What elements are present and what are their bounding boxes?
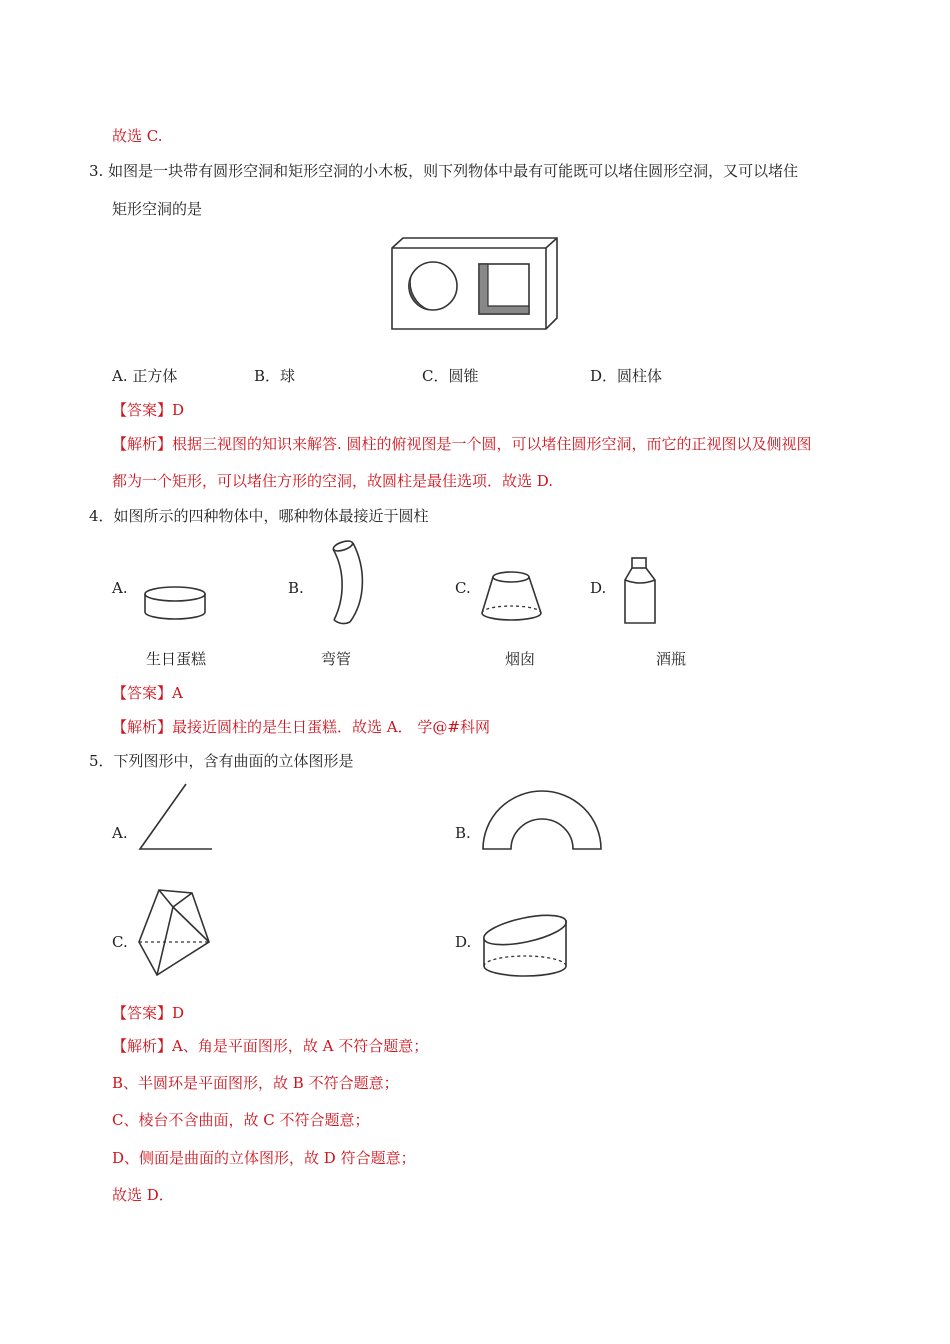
prev-conclusion: 故选 C.: [112, 127, 163, 145]
wooden-board-figure: [389, 236, 559, 331]
q5-analysis-line4: D、侧面是曲面的立体图形，故 D 符合题意；: [112, 1149, 416, 1167]
q5-analysis-line2: B、半圆环是平面图形，故 B 不符合题意；: [112, 1074, 399, 1092]
q4-caption-cake: 生日蛋糕: [146, 650, 207, 668]
q4-letter-c: C.: [455, 579, 471, 597]
semi-annulus-figure: [481, 788, 605, 852]
q4-analysis: 【解析】最接近圆柱的是生日蛋糕．故选 A． 学@#科网: [112, 718, 490, 736]
q3-analysis-line2: 都为一个矩形，可以堵住方形的空洞，故圆柱是最佳选项．故选 D.: [112, 472, 554, 490]
birthday-cake-figure: [144, 584, 208, 624]
q5-stem: 5．下列图形中，含有曲面的立体图形是: [89, 752, 354, 770]
q3-option-a: A. 正方体: [112, 367, 178, 385]
q5-conclusion: 故选 D．: [112, 1186, 174, 1204]
q4-letter-d: D.: [590, 579, 607, 597]
q3-stem-line1: 3. 如图是一块带有圆形空洞和矩形空洞的小木板，则下列物体中最有可能既可以堵住圆形空洞，又可以堵住: [89, 162, 799, 180]
q3-answer: 【答案】D: [112, 401, 185, 419]
q5-answer: 【答案】D: [112, 1004, 185, 1022]
angle-figure: [138, 782, 214, 852]
q3-option-d: D．圆柱体: [590, 367, 663, 385]
q5-letter-b: B.: [455, 824, 471, 842]
bent-pipe-figure: [322, 540, 368, 624]
frustum-figure: [137, 887, 213, 977]
q5-analysis-line3: C、棱台不含曲面，故 C 不符合题意；: [112, 1111, 370, 1129]
q4-caption-chimney: 烟囱: [505, 650, 536, 668]
q5-analysis-line1: 【解析】A、角是平面图形，故 A 不符合题意；: [112, 1037, 429, 1055]
q3-option-b: B．球: [254, 367, 296, 385]
wine-bottle-figure: [622, 556, 658, 626]
slanted-cylinder-figure: [482, 913, 570, 979]
q4-letter-b: B.: [288, 579, 304, 597]
q5-letter-c: C.: [112, 933, 128, 951]
q3-analysis-line1: 【解析】根据三视图的知识来解答. 圆柱的俯视图是一个圆，可以堵住圆形空洞，而它的正视图以及侧视图: [112, 435, 812, 453]
q5-letter-a: A.: [112, 824, 128, 842]
q3-option-c: C．圆锥: [422, 367, 479, 385]
chimney-figure: [479, 571, 545, 623]
q4-answer: 【答案】A: [112, 684, 183, 702]
q4-caption-bottle: 酒瓶: [656, 650, 687, 668]
q4-stem: 4．如图所示的四种物体中，哪种物体最接近于圆柱: [89, 507, 429, 525]
q5-letter-d: D.: [455, 933, 472, 951]
q4-letter-a: A.: [112, 579, 128, 597]
q3-stem-line2: 矩形空洞的是: [112, 200, 203, 218]
q4-caption-pipe: 弯管: [321, 650, 352, 668]
